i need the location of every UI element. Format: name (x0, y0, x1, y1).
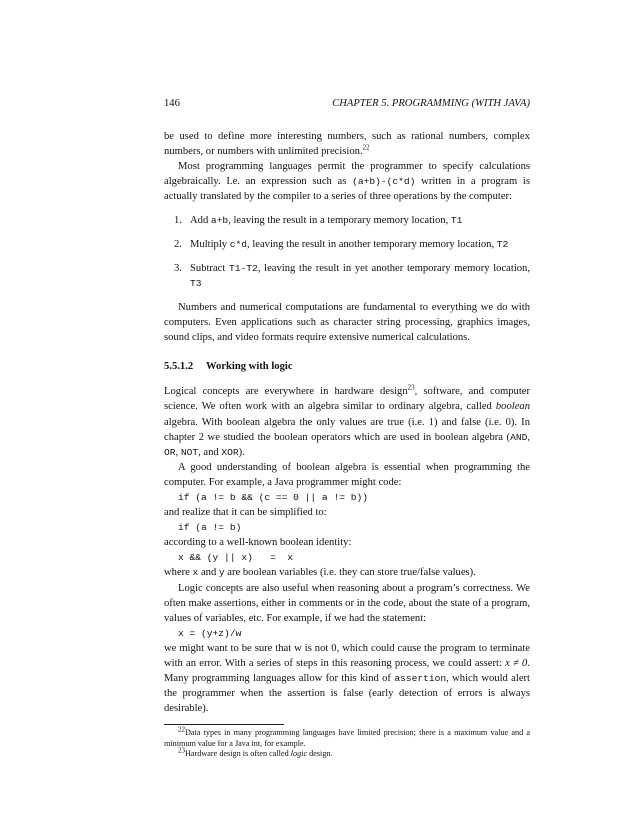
paragraph-10: we might want to be sure that w is not 0, which could cause the program to terminate with an error. With a series of steps in this reasoning process, we could assert: x ≠ 0. Many programming languages allow for this kind of assertion, which would alert the programmer when the assertion is false (early detection of errors is always desirable). (164, 642, 530, 715)
page-content (164, 96, 530, 760)
footnotes (164, 725, 530, 760)
list-item: 1. Add a+b, leaving the result in a temporary memory location, T1 (174, 214, 463, 226)
math-expression: x ≠ 0 (505, 658, 528, 669)
section-number: 5.5.1.2 (164, 361, 194, 373)
paragraph-2: Most programming languages permit the programmer to specify calculations algebraically. I.e. an expression such as (a+b)-(c*d) written in a program is actually translated by the compiler to a series of three operations by the computer: (164, 161, 530, 203)
paragraph-3: Numbers and numerical computations are fundamental to everything we do with computers. Even applications such as character string processing, graphics images, sound clips, and video formats require extensive numerical calculations. (164, 301, 530, 344)
paragraph-7: according to a well-known boolean identity: (164, 537, 352, 549)
footnote-ref-23[interactable]: 23 (407, 383, 415, 392)
code-line-3: x && (y || x) = x (178, 552, 294, 564)
paragraph-1: be used to define more interesting numbers, such as rational numbers, complex numbers, or numbers with unlimited precision.$^{22}$ (164, 131, 530, 158)
paragraph-4: Logical concepts are everywhere in hardware design$^{23}$, software, and computer science. We often work with an algebra similar to ordinary algebra, called boolean algebra. With boolean algebra the only values are true (i.e. 1) and false (i.e. 0). In chapter 2 we studied the boolean operators which are used in boolean algebra (AND, OR, NOT, and XOR). (164, 383, 530, 458)
paragraph-5: A good understanding of boolean algebra is essential when programming the computer. For example, a Java programmer might code: (164, 461, 530, 488)
inline-code: (a+b)-(c*d) (352, 176, 416, 188)
section-heading (164, 359, 530, 374)
paragraph-6: and realize that it can be simplified to: (164, 507, 327, 519)
section-title: Working with logic (206, 361, 293, 373)
list-item: 3. Subtract T1-T2, leaving the result in yet another temporary memory location, T3 (174, 262, 531, 289)
footnote-ref-22[interactable]: 22 (362, 143, 370, 152)
paragraph-9: Logic concepts are also useful when reasoning about a program’s correctness. We often make assertions, either in comments or in the code, about the state of a program, values of variables, etc. For example, if we had the statement: (164, 582, 530, 624)
chapter-title: CHAPTER 5. PROGRAMMING (WITH JAVA) (332, 98, 530, 109)
code-line-2: if (a != b) (178, 522, 242, 534)
code-line-1: if (a != b && (c == 0 || a != b)) (178, 491, 368, 503)
code-line-4: x = (y+z)/w (178, 627, 242, 639)
footnote-22: $^{22}$Data types in many programming languages have limited precision; there is a maximum value and a minimum value for a Java int, for example. (164, 725, 530, 748)
footnote-23: $^{23}$Hardware design is often called logic design. (178, 746, 333, 759)
running-header (164, 96, 530, 111)
paragraph-8: where x and y are boolean variables (i.e. they can store true/false values). (164, 567, 476, 579)
list-item: 2. Multiply c*d, leaving the result in another temporary memory location, T2 (174, 238, 509, 250)
operation-steps-list (164, 213, 530, 291)
page-number: 146 (164, 98, 180, 109)
